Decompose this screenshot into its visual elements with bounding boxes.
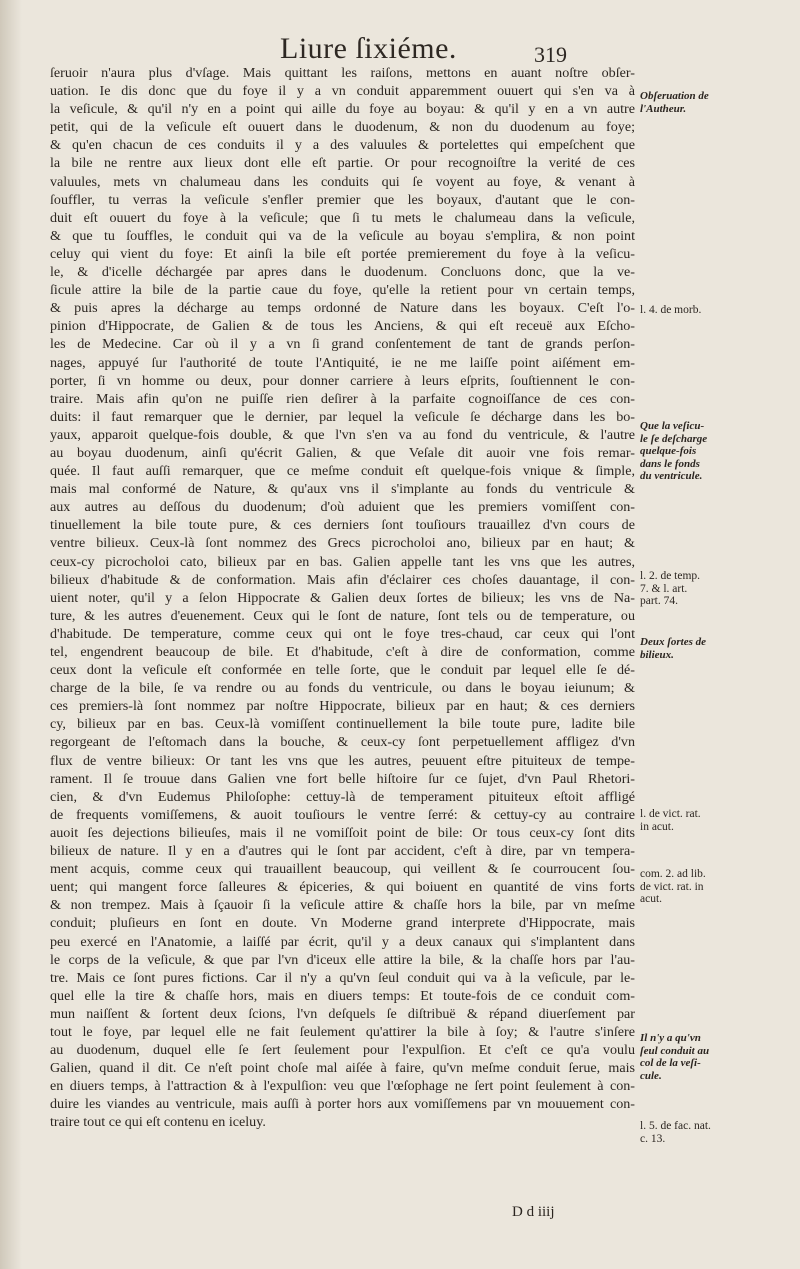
page-header: [0, 28, 800, 68]
text-line: pinion d'Hippocrate, de Galien & de tous les Anciens, & qui eſt receuë aux Eſcho-: [50, 318, 635, 335]
signature-mark: D d iiij: [512, 1204, 555, 1220]
margin-note-line: c. 13.: [640, 1132, 666, 1145]
text-line: conduit; pluſieurs en ſont en doute. Vn Moderne grand interprete d'Hippocrate, mais: [50, 915, 635, 932]
margin-note: [640, 420, 800, 483]
text-line: peu exercé en l'Anatomie, a laiſſé par écrit, qu'il y a deux canaux qui s'implantent dans: [50, 933, 635, 950]
text-line: ture, & les autres d'euenement. Ceux qui le ſont de nature, ſont tels ou de temperature, ou: [50, 607, 635, 624]
text-line: Galien, quand il dit. Ce n'eſt point choſe mal aiſée à faire, qu'vn meſme conduit ſerue, mais: [50, 1060, 635, 1077]
text-line: charge de la bile, ſe va rendre ou au fonds du ventricule, ou dans le boyau ieiunum; &: [50, 680, 635, 697]
body-text: [50, 64, 635, 1132]
text-line: bilieux d'habitude & de conformation. Mais afin d'éclairer ces choſes dauantage, il con-: [50, 571, 635, 588]
margin-note: [640, 1120, 800, 1145]
text-line: & que tu ſouffles, le conduit qui va de la veſicule au boyau s'emplira, & non point: [50, 227, 635, 244]
text-line: & non trempez. Mais à ſçauoir ſi la veſicule attire & chaſſe hors la bile, par vn meſme: [50, 897, 635, 914]
text-line: aux autres au deſſous du duodenum; d'où aduient que les premiers vomiſſent con-: [50, 499, 635, 516]
margin-note: [640, 636, 800, 661]
text-line: tout le foye, par lequel elle ne fait ſeulement qu'attirer la bile à ſoy; & l'autre s'inſere: [50, 1023, 635, 1040]
margin-note-line: in acut.: [640, 820, 674, 833]
text-line: duits: il faut remarquer que le dernier, par lequel la veſicule ſe décharge dans les bo-: [50, 408, 635, 425]
margin-note-line: l. 4. de morb.: [640, 304, 702, 316]
margin-note-line: Obſeruation de: [640, 90, 709, 102]
text-line: de frequents vomiſſemens, & auoit touſiours le ventre ſerré: & cettuy-cy au contraire: [50, 806, 635, 823]
text-line: ventre bilieux. Ceux-là ſont nommez des Grecs picrocholoi ano, bilieux par en haut; &: [50, 535, 635, 552]
text-line: & qu'en chacun de ces conduits il y a des valuules & portelettes qui empeſchent que: [50, 137, 635, 154]
text-line: traire. Mais afin qu'on ne puiſſe rien deſirer à la parfaite cognoiſſance de ces con-: [50, 390, 635, 407]
text-line: ment acquis, comme ceux qui trauaillent beaucoup, qui veillent & ſe courroucent ſou-: [50, 861, 635, 878]
margin-note-line: acut.: [640, 893, 663, 905]
text-line: duit eſt ouuert du foye à la veſicule; que ſi tu mets le chalumeau dans la veſicule,: [50, 209, 635, 226]
margin-note-line: cule.: [640, 1069, 662, 1082]
text-line: le, & d'icelle déchargée par apres dans le duodenum. Concluons donc, que la ve-: [50, 264, 635, 281]
text-line: traire tout ce qui eſt contenu en iceluy.: [50, 1114, 266, 1131]
text-line: nages, appuyé ſur l'authorité de toute l'Antiquité, ie ne me laiſſe point aiſément em-: [50, 354, 635, 371]
text-line: les de Medecine. Car où il y a vn ſi grand conſentement de tant de grands perſon-: [50, 336, 635, 353]
text-line: tre. Mais ce ſont pures fictions. Car il n'y a qu'vn ſeul conduit qui va à la veſicule, par le-: [50, 969, 635, 986]
margin-note: [640, 570, 800, 608]
text-line: au boyau duodenum, ainſi qu'écrit Galien, & que Veſale dit auoir vne fois remar-: [50, 444, 635, 461]
text-line: la bile ne rentre aux lieux dont elle eſt partie. Or pour recognoiſtre la verité de ces: [50, 155, 635, 172]
text-line: ceux dont la veſicule eſt conformée en telle ſorte, que le conduit par lequel elle ſe dé-: [50, 662, 635, 679]
text-line: cien, & d'vn Eudemus Philoſophe: cettuy-là de temperament pituiteux eſtoit affligé: [50, 788, 635, 805]
text-line: regorgeant de l'eſtomach dans la bouche, & ceux-cy ſont perpetuellement affligez d'vn: [50, 734, 635, 751]
margin-note-line: quelque-fois: [640, 445, 697, 457]
margin-note-line: le ſe deſcharge: [640, 432, 708, 445]
text-line: petit, qui de la veſicule eſt ouuert dans le duodenum, & non du duodenum au foye;: [50, 119, 635, 136]
margin-note-line: ſeul conduit au: [640, 1044, 710, 1057]
text-line: ſouffler, tu verras la veſicule s'enfler premier que les boyaux, d'autant que le con-: [50, 191, 635, 208]
text-line: ſeruoir n'aura plus d'vſage. Mais quittant les raiſons, mettons en auant noſtre obſer-: [50, 65, 635, 81]
margin-note-line: l. 2. de temp.: [640, 570, 701, 582]
margin-note-line: Que la veſicu-: [640, 420, 705, 432]
text-line: porter, ſi vn homme ou deux, pour donner carriere à leurs eſprits, ſouſtiennent le con-: [50, 372, 635, 389]
margin-note-line: bilieux.: [640, 648, 674, 661]
text-line: duire les viandes au ventricule, mais auſſi à porter hors aux vomiſſemens par vn mouuement con-: [50, 1096, 635, 1113]
text-line: flux de ventre bilieux: Or tant les vns que les autres, peuuent eſtre pituiteux de tempe-: [50, 752, 635, 769]
margin-note-line: l'Autheur.: [640, 102, 687, 115]
text-line: ceux-cy picrocholoi cato, bilieux par en bas. Galien appelle tant les vns que les autres,: [50, 553, 635, 570]
page-number: 319: [534, 42, 567, 67]
text-line: celuy qui vient du foye: Et ainſi la bile eſt portée premierement du foye à la veſicu-: [50, 245, 635, 262]
margin-note-line: Il n'y a qu'vn: [640, 1032, 701, 1044]
text-line: ces premiers-là ſont nommez par noſtre Hippocrate, bilieux par en haut; & ces derniers: [50, 698, 635, 715]
text-line: uent; qui mangent force ſalleures & épiceries, & qui boiuent en quantité de vins forts: [50, 879, 635, 896]
text-line: rament. Il ſe trouue dans Galien vne fort belle hiſtoire ſur ce ſujet, d'vn Paul Rhetori-: [50, 770, 635, 787]
text-line: quel elle la tire & chaſſe hors, mais en diuers temps: Et toute-fois de ce conduit com-: [50, 987, 635, 1004]
margin-note-line: l. de vict. rat.: [640, 808, 701, 820]
text-line: en diuers temps, à l'attraction & à l'expulſion: veu que l'œſophage ne ſert point ſeulement à con-: [50, 1078, 635, 1095]
text-line: cy, bilieux par en bas. Ceux-là vomiſſent continuellement la bile toute pure, ladite bile: [50, 716, 635, 733]
margin-note-line: de vict. rat. in: [640, 880, 704, 893]
text-line: valuules, mets vn chalumeau dans les conduits qui ſe voyent au foye, & venant à: [50, 173, 635, 190]
margin-note: [640, 868, 800, 906]
margin-note-line: part. 74.: [640, 595, 679, 607]
page-gutter-shadow: [0, 0, 22, 1269]
text-line: uation. Ie dis donc que du foye il y a vn conduit apparemment ouuert qui s'en va à: [50, 83, 635, 100]
margin-note-line: 7. & l. art.: [640, 582, 688, 595]
margin-note-line: dans le fonds: [640, 457, 700, 470]
text-line: au duodenum, duquel elle ſe ſert ſeulement pour l'expulſion. Et c'eſt ce qu'a voulu: [50, 1042, 635, 1059]
margin-note: [640, 304, 800, 317]
margin-note: [640, 1032, 800, 1082]
text-line: yaux, apparoit quelque-fois double, & que l'vn s'en va au fond du ventricule, & l'autre: [50, 426, 635, 443]
text-line: la veſicule, & qu'il n'y en a point qui aille du foye au boyau: & qu'il y en a vn autre: [50, 101, 635, 118]
margin-note-line: Deux ſortes de: [640, 636, 706, 648]
text-line: auoit ſes dejections bilieuſes, mais il ne vomiſſoit point de bile: Or tous ceux-cy ſont dits: [50, 824, 635, 841]
margin-note-line: col de la veſi-: [640, 1057, 701, 1069]
margin-note-line: com. 2. ad lib.: [640, 868, 706, 880]
running-title: Liure ſixiéme.: [280, 32, 457, 65]
text-line: bilieux de nature. Il y en a d'autres qui le ſont par accident, c'eſt à dire, par vn tempera-: [50, 843, 635, 860]
text-line: mun naiſſent & ſortent deux ſcions, l'vn deſquels ſe diſtribuë & répand diuerſement par: [50, 1005, 635, 1022]
text-line: uient noter, qu'il y a ſelon Hippocrate & Galien deux ſortes de bilieux; les vns de Na-: [50, 589, 635, 606]
margin-note: [640, 90, 800, 115]
margin-note-line: du ventricule.: [640, 470, 703, 482]
text-line: ſicule attire la bile de la partie caue du foye, qu'elle la retient pour vn certain temps,: [50, 282, 635, 299]
margin-note: [640, 808, 800, 833]
margin-note-line: l. 5. de fac. nat.: [640, 1120, 711, 1132]
text-line: le corps de la veſicule, & que par l'vn d'iceux elle attire la bile, & la chaſſe hors par l'au-: [50, 951, 635, 968]
text-line: tinuellement la bile toute pure, & ces derniers ſont touſiours trauaillez d'vn cours de: [50, 517, 635, 534]
text-line: mais mal conformé de Nature, & qu'aux vns il s'implante au fonds du ventricule &: [50, 481, 635, 498]
text-line: quée. Il faut auſſi remarquer, que ce meſme conduit eſt quelque-fois vnique & ſimple,: [50, 463, 635, 480]
text-line: & puis apres la décharge au temps ordonné de Nature dans les boyaux. C'eſt l'o-: [50, 300, 635, 317]
text-line: d'habitude. De temperature, comme ceux qui ont le foye tres-chaud, car ceux qui l'ont: [50, 625, 635, 642]
text-line: tel, engendrent beaucoup de bile. Et d'habitude, c'eſt à dire de conformation, comme: [50, 644, 635, 660]
